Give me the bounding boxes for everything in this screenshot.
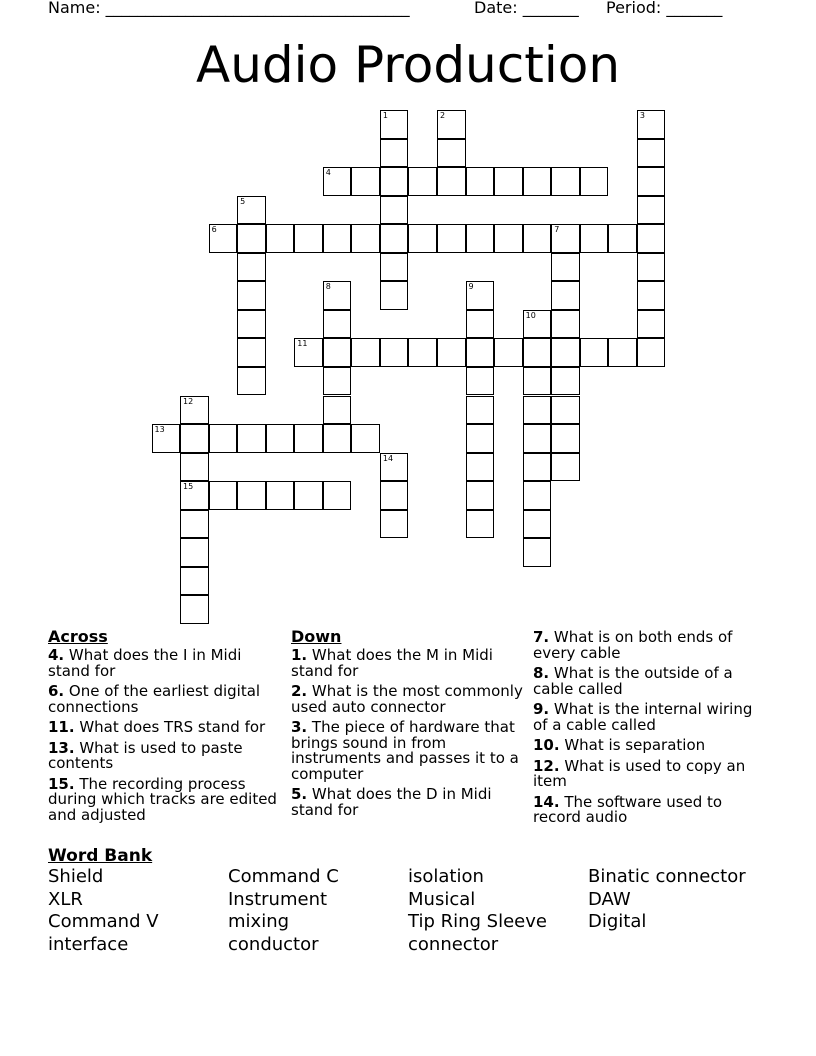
crossword-cell[interactable] bbox=[637, 110, 666, 139]
crossword-cell[interactable] bbox=[466, 424, 495, 453]
clue-number: 11. bbox=[48, 718, 75, 736]
crossword-cell[interactable] bbox=[294, 481, 323, 510]
name-field[interactable]: Name: ______________________________________ bbox=[48, 0, 410, 17]
crossword-cell[interactable] bbox=[180, 538, 209, 567]
word-bank-item: isolation bbox=[408, 866, 484, 887]
crossword-cell[interactable] bbox=[180, 481, 209, 510]
crossword-cell[interactable] bbox=[323, 367, 352, 396]
crossword-cell[interactable] bbox=[637, 338, 666, 367]
clue-text: What is used to paste contents bbox=[48, 738, 243, 772]
clue-text: The software used to record audio bbox=[533, 792, 723, 826]
clue-number: 15 bbox=[183, 482, 194, 492]
crossword-cell[interactable] bbox=[180, 396, 209, 425]
crossword-cell[interactable] bbox=[551, 253, 580, 282]
clue-number: 8. bbox=[533, 664, 550, 682]
clue-number: 1 bbox=[382, 111, 388, 120]
down-heading: Down bbox=[291, 627, 342, 646]
clue-text: What is the internal wiring of a cable called bbox=[533, 700, 753, 734]
crossword-cell[interactable] bbox=[380, 196, 409, 225]
crossword-cell[interactable] bbox=[523, 453, 552, 482]
clue-item bbox=[533, 666, 765, 697]
crossword-cell[interactable] bbox=[523, 424, 552, 453]
crossword-cell[interactable] bbox=[551, 396, 580, 425]
crossword-cell[interactable] bbox=[466, 396, 495, 425]
crossword-cell[interactable] bbox=[380, 224, 409, 253]
clue-text: The recording process during which tracks are edited and adjusted bbox=[48, 774, 277, 824]
clue-item bbox=[48, 774, 280, 824]
clue-number: 13. bbox=[48, 738, 75, 757]
crossword-cell[interactable] bbox=[608, 338, 637, 367]
crossword-cell[interactable] bbox=[466, 167, 495, 196]
crossword-cell[interactable] bbox=[380, 167, 409, 196]
clue-number: 10 bbox=[525, 310, 536, 320]
clue-item bbox=[291, 684, 523, 715]
clue-text: What is used to copy an item bbox=[533, 756, 746, 790]
crossword-cell[interactable] bbox=[580, 167, 609, 196]
crossword-cell[interactable] bbox=[180, 424, 209, 453]
crossword-cell[interactable] bbox=[180, 595, 209, 624]
crossword-cell[interactable] bbox=[551, 310, 580, 339]
clue-number: 12 bbox=[183, 396, 194, 406]
period-field[interactable]: Period: _______ bbox=[606, 0, 723, 17]
clue-item bbox=[291, 720, 523, 782]
clue-text: What is the most commonly used auto connector bbox=[291, 682, 523, 716]
crossword-cell[interactable] bbox=[551, 281, 580, 310]
crossword-cell[interactable] bbox=[323, 310, 352, 339]
crossword-cell[interactable] bbox=[523, 367, 552, 396]
crossword-cell[interactable] bbox=[351, 424, 380, 453]
across-heading: Across bbox=[48, 627, 108, 646]
crossword-cell[interactable] bbox=[637, 139, 666, 168]
clue-number: 13 bbox=[154, 425, 165, 435]
clue-number: 3. bbox=[291, 718, 308, 736]
crossword-cell[interactable] bbox=[523, 338, 552, 367]
crossword-cell[interactable] bbox=[180, 453, 209, 482]
crossword-cell[interactable] bbox=[408, 167, 437, 196]
crossword-cell[interactable] bbox=[437, 110, 466, 139]
crossword-cell[interactable] bbox=[209, 424, 238, 453]
clue-item bbox=[291, 787, 523, 818]
crossword-cell[interactable] bbox=[380, 139, 409, 168]
crossword-cell[interactable] bbox=[237, 253, 266, 282]
clue-text: What does the I in Midi stand for bbox=[48, 646, 242, 680]
crossword-cell[interactable] bbox=[237, 224, 266, 253]
crossword-cell[interactable] bbox=[466, 281, 495, 310]
crossword-cell[interactable] bbox=[466, 310, 495, 339]
crossword-cell[interactable] bbox=[237, 424, 266, 453]
crossword-cell[interactable] bbox=[551, 224, 580, 253]
clue-text: What does the D in Midi stand for bbox=[291, 785, 492, 819]
crossword-cell[interactable] bbox=[380, 253, 409, 282]
clue-text: What is the outside of a cable called bbox=[533, 664, 733, 698]
word-bank-item: connector bbox=[408, 934, 499, 956]
crossword-cell[interactable] bbox=[466, 510, 495, 539]
clue-item bbox=[48, 684, 280, 715]
crossword-cell[interactable] bbox=[351, 167, 380, 196]
clue-item bbox=[48, 738, 280, 772]
crossword-cell[interactable] bbox=[523, 481, 552, 510]
crossword-cell[interactable] bbox=[237, 367, 266, 396]
crossword-cell[interactable] bbox=[580, 224, 609, 253]
date-field[interactable]: Date: _______ bbox=[474, 0, 579, 17]
clue-number: 1. bbox=[291, 646, 308, 664]
crossword-cell[interactable] bbox=[494, 338, 523, 367]
clue-number: 14 bbox=[382, 453, 394, 463]
down-clues bbox=[291, 628, 523, 823]
clue-item bbox=[533, 792, 765, 826]
clue-item bbox=[48, 648, 280, 679]
crossword-cell[interactable] bbox=[380, 110, 409, 139]
clue-text: What is on both ends of every cable bbox=[533, 628, 733, 662]
clue-number: 3 bbox=[639, 111, 645, 120]
crossword-cell[interactable] bbox=[580, 338, 609, 367]
clue-number: 9 bbox=[468, 282, 474, 292]
crossword-cell[interactable] bbox=[266, 481, 295, 510]
word-bank-item: XLR bbox=[48, 888, 83, 910]
word-bank-item: Shield bbox=[48, 866, 104, 887]
crossword-cell[interactable] bbox=[494, 224, 523, 253]
crossword-cell[interactable] bbox=[380, 453, 409, 482]
crossword-cell[interactable] bbox=[294, 224, 323, 253]
crossword-cell[interactable] bbox=[323, 396, 352, 425]
crossword-cell[interactable] bbox=[608, 224, 637, 253]
crossword-cell[interactable] bbox=[237, 196, 266, 225]
crossword-cell[interactable] bbox=[237, 281, 266, 310]
down-clues-continued bbox=[533, 630, 765, 831]
clue-number: 4. bbox=[48, 646, 65, 664]
clue-number: 4 bbox=[325, 168, 331, 178]
crossword-cell[interactable] bbox=[323, 167, 352, 196]
clue-number: 9. bbox=[533, 700, 550, 718]
crossword-cell[interactable] bbox=[237, 481, 266, 510]
clue-item bbox=[533, 756, 765, 790]
crossword-cell[interactable] bbox=[466, 224, 495, 253]
crossword-cell[interactable] bbox=[523, 310, 552, 339]
clue-number: 5 bbox=[240, 196, 246, 206]
word-bank-heading: Word Bank bbox=[48, 846, 153, 866]
crossword-cell[interactable] bbox=[551, 167, 580, 196]
crossword-cell[interactable] bbox=[323, 424, 352, 453]
crossword-cell[interactable] bbox=[637, 224, 666, 253]
crossword-cell[interactable] bbox=[637, 281, 666, 310]
clue-number: 2 bbox=[440, 111, 446, 120]
crossword-cell[interactable] bbox=[523, 396, 552, 425]
across-clues bbox=[48, 628, 280, 828]
clue-item bbox=[291, 648, 523, 679]
crossword-cell[interactable] bbox=[237, 310, 266, 339]
crossword-cell[interactable] bbox=[637, 253, 666, 282]
crossword-cell[interactable] bbox=[523, 538, 552, 567]
crossword-cell[interactable] bbox=[637, 196, 666, 225]
clue-text: What is separation bbox=[559, 736, 706, 754]
crossword-cell[interactable] bbox=[437, 224, 466, 253]
crossword-cell[interactable] bbox=[180, 567, 209, 596]
crossword-cell[interactable] bbox=[523, 510, 552, 539]
word-bank-item: Binatic connector bbox=[588, 866, 746, 887]
page-title: Audio Production bbox=[195, 36, 621, 94]
crossword-cell[interactable] bbox=[266, 424, 295, 453]
clue-text: What does the M in Midi stand for bbox=[291, 646, 493, 680]
crossword-cell[interactable] bbox=[637, 167, 666, 196]
crossword-cell[interactable] bbox=[294, 424, 323, 453]
clue-item bbox=[533, 630, 765, 661]
crossword-cell[interactable] bbox=[408, 338, 437, 367]
word-bank-item: Command V bbox=[48, 911, 159, 933]
crossword-cell[interactable] bbox=[380, 510, 409, 539]
word-bank-item: Digital bbox=[588, 911, 647, 933]
crossword-cell[interactable] bbox=[209, 481, 238, 510]
crossword-cell[interactable] bbox=[437, 139, 466, 168]
clue-number: 7 bbox=[554, 225, 560, 235]
crossword-cell[interactable] bbox=[380, 338, 409, 367]
crossword-cell[interactable] bbox=[323, 481, 352, 510]
word-bank-item: interface bbox=[48, 934, 129, 956]
crossword-cell[interactable] bbox=[351, 338, 380, 367]
clue-number: 7. bbox=[533, 628, 550, 646]
crossword-cell[interactable] bbox=[551, 424, 580, 453]
clue-number: 5. bbox=[291, 785, 308, 803]
crossword-cell[interactable] bbox=[351, 224, 380, 253]
clue-text: The piece of hardware that brings sound in from instruments and passes it to a computer bbox=[291, 718, 519, 783]
crossword-cell[interactable] bbox=[180, 510, 209, 539]
crossword-cell[interactable] bbox=[523, 167, 552, 196]
crossword-cell[interactable] bbox=[294, 338, 323, 367]
crossword-cell[interactable] bbox=[637, 310, 666, 339]
clue-text: One of the earliest digital connections bbox=[48, 682, 261, 716]
crossword-cell[interactable] bbox=[466, 367, 495, 396]
clue-number: 11 bbox=[297, 339, 308, 349]
crossword-cell[interactable] bbox=[152, 424, 181, 453]
clue-number: 6 bbox=[211, 225, 217, 235]
clue-item bbox=[48, 720, 280, 736]
crossword-cell[interactable] bbox=[466, 338, 495, 367]
crossword-cell[interactable] bbox=[466, 481, 495, 510]
crossword-cell[interactable] bbox=[209, 224, 238, 253]
clue-number: 8 bbox=[325, 282, 331, 292]
crossword-cell[interactable] bbox=[551, 338, 580, 367]
crossword-cell[interactable] bbox=[551, 453, 580, 482]
crossword-cell[interactable] bbox=[323, 224, 352, 253]
clue-number: 15. bbox=[48, 774, 75, 793]
clue-number: 2. bbox=[291, 682, 308, 700]
clue-number: 10. bbox=[533, 736, 560, 754]
crossword-cell[interactable] bbox=[494, 167, 523, 196]
word-bank-item: conductor bbox=[228, 934, 319, 956]
word-bank-item: DAW bbox=[588, 888, 631, 910]
crossword-cell[interactable] bbox=[323, 281, 352, 310]
crossword-cell[interactable] bbox=[380, 481, 409, 510]
crossword-cell[interactable] bbox=[437, 167, 466, 196]
word-bank-item: mixing bbox=[228, 911, 290, 933]
crossword-cell[interactable] bbox=[523, 224, 552, 253]
clue-item bbox=[533, 738, 765, 754]
clue-number: 6. bbox=[48, 682, 65, 700]
crossword-cell[interactable] bbox=[237, 338, 266, 367]
clue-number: 12. bbox=[533, 756, 560, 775]
clue-item bbox=[533, 702, 765, 733]
crossword-cell[interactable] bbox=[551, 367, 580, 396]
word-bank-item: Command C bbox=[228, 866, 339, 887]
clue-number: 14. bbox=[533, 792, 560, 811]
word-bank-item: Tip Ring Sleeve bbox=[408, 911, 547, 933]
crossword-cell[interactable] bbox=[266, 224, 295, 253]
crossword-cell[interactable] bbox=[323, 338, 352, 367]
clue-text: What does TRS stand for bbox=[74, 718, 266, 736]
word-bank-item: Musical bbox=[408, 888, 476, 910]
crossword-cell[interactable] bbox=[466, 453, 495, 482]
crossword-cell[interactable] bbox=[408, 224, 437, 253]
crossword-cell[interactable] bbox=[380, 281, 409, 310]
word-bank-item: Instrument bbox=[228, 888, 328, 910]
crossword-cell[interactable] bbox=[437, 338, 466, 367]
